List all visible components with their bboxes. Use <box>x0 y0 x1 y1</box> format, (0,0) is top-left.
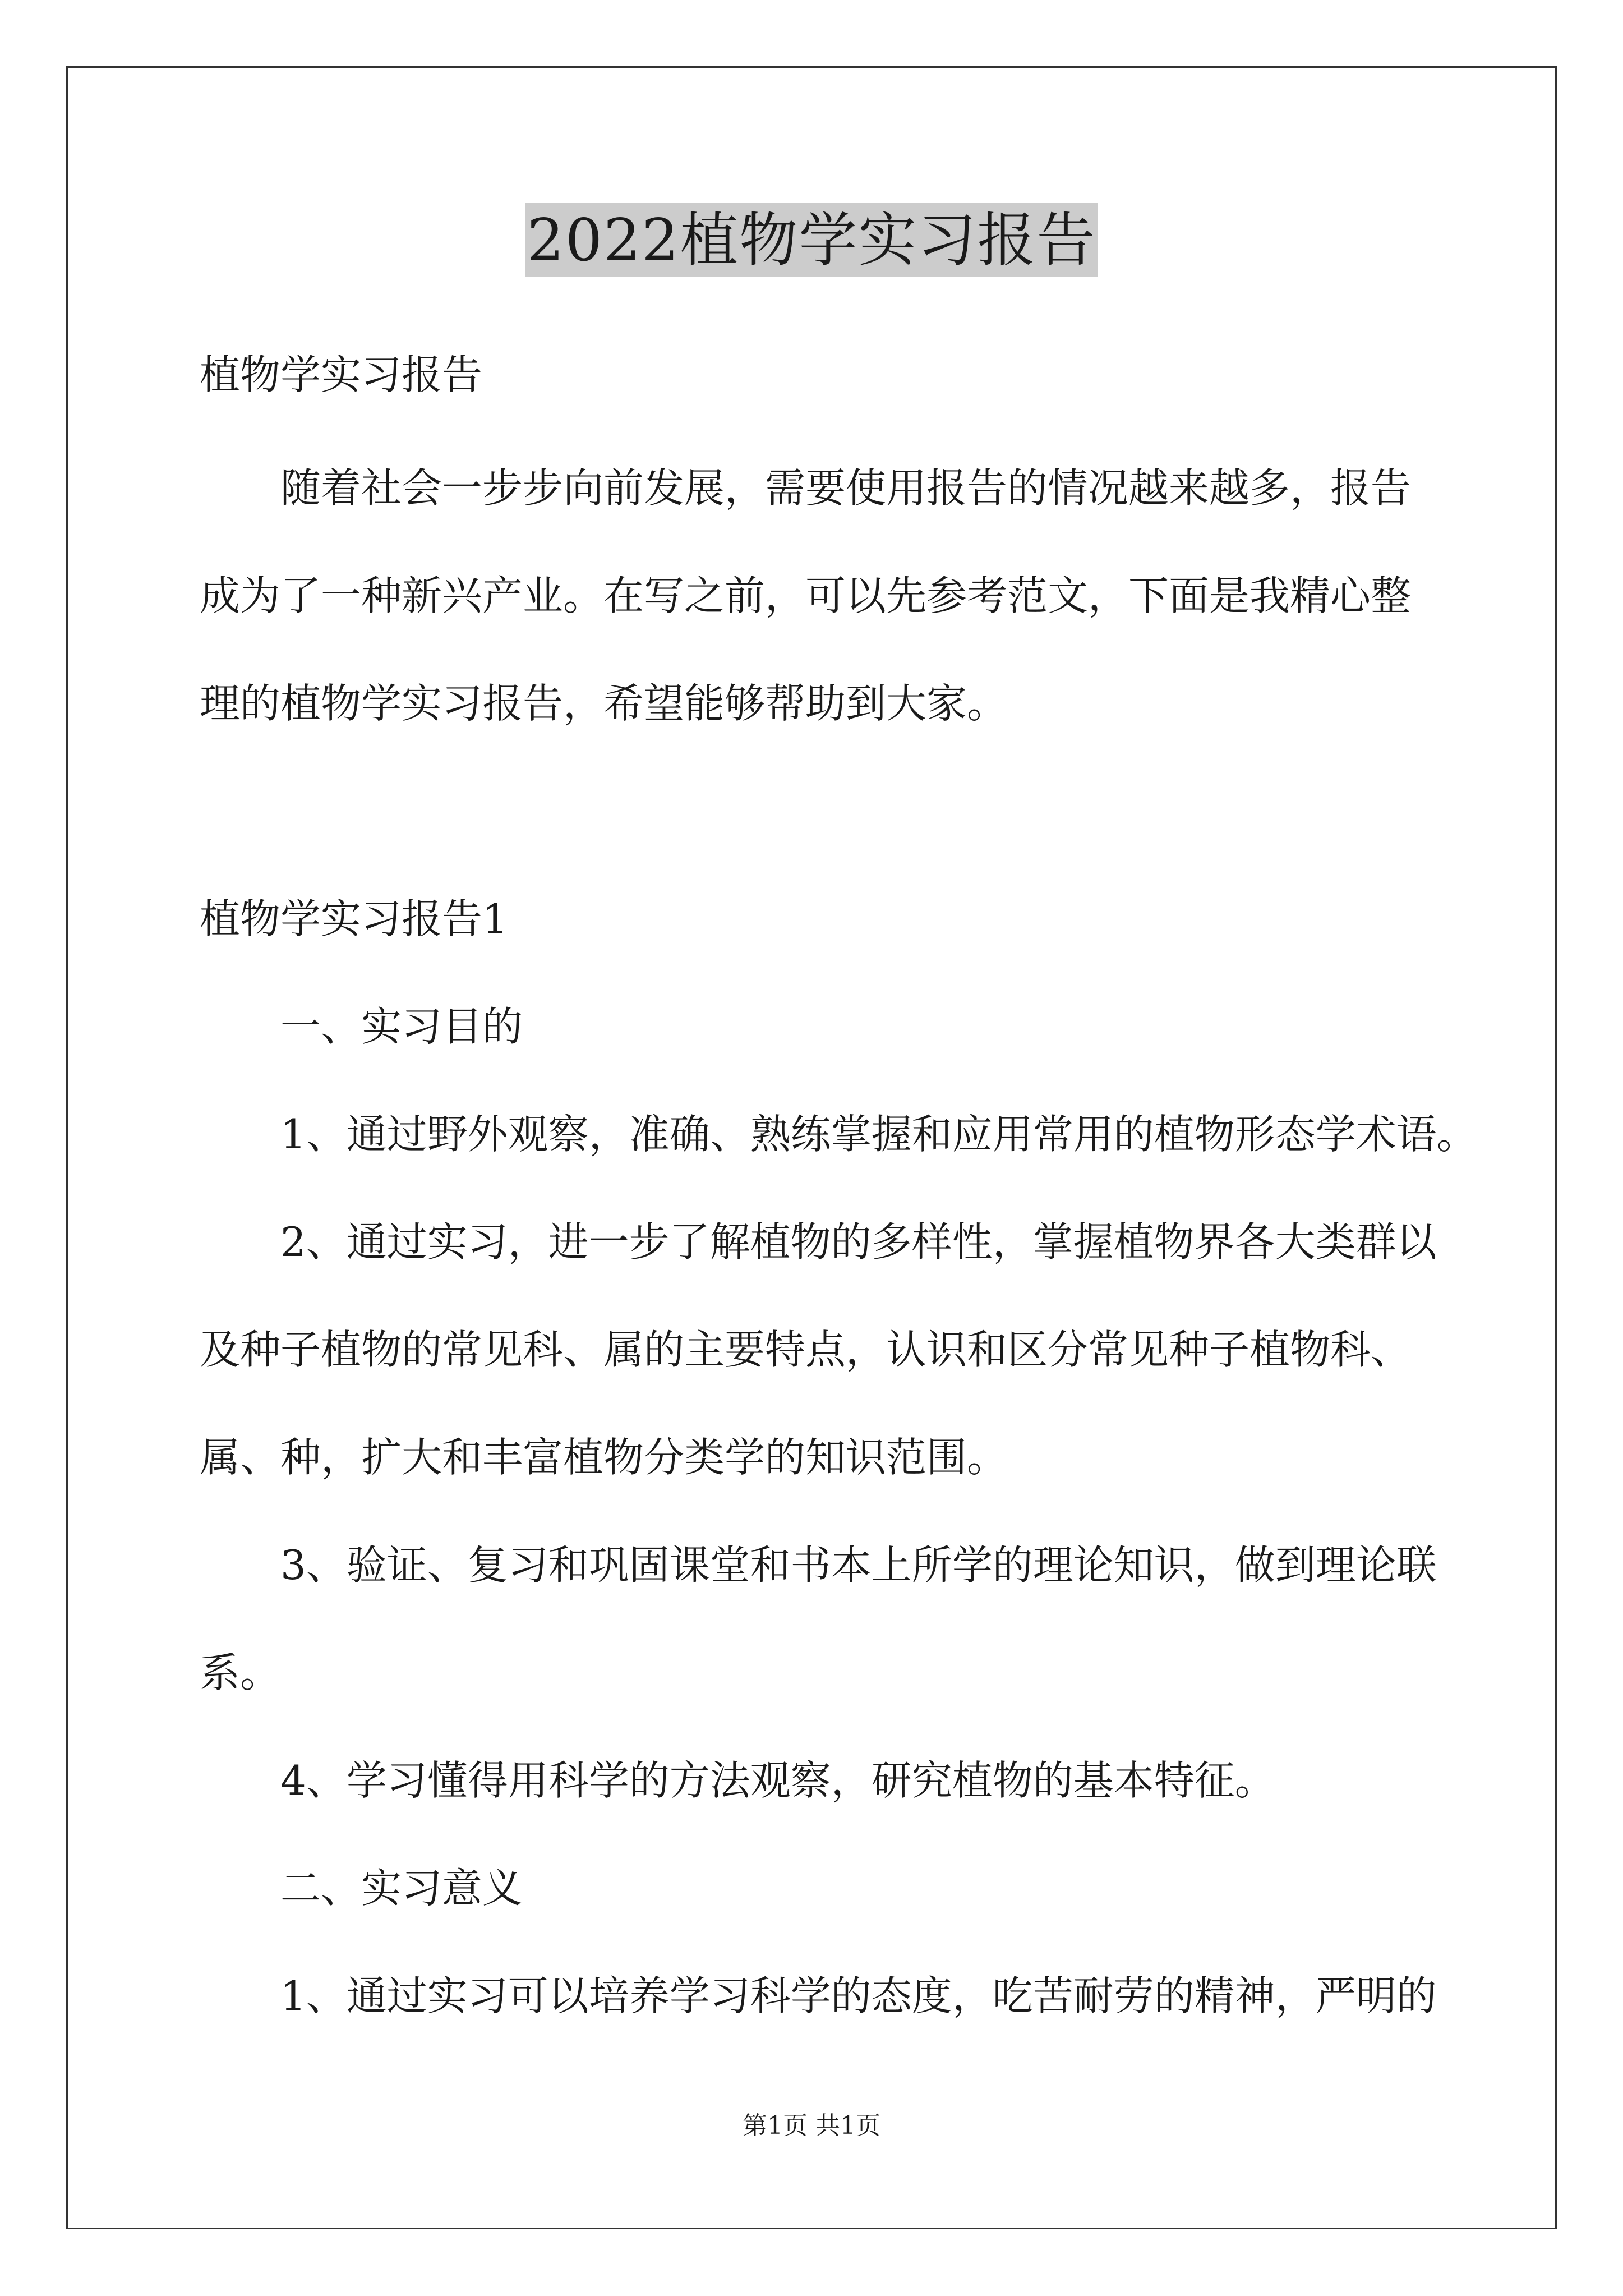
intro-line-1: 随着社会一步步向前发展，需要使用报告的情况越来越多，报告 <box>280 464 1412 512</box>
part2-line-1: 1、通过实习可以培养学习科学的态度，吃苦耐劳的精神，严明的 <box>280 1972 1437 2019</box>
body-line-5: 3、验证、复习和巩固课堂和书本上所学的理论知识，做到理论联 <box>280 1542 1437 1589</box>
body-line-1: 1、通过野外观察，准确、熟练掌握和应用常用的植物形态学术语。 <box>280 1111 1477 1158</box>
section-heading: 植物学实习报告1 <box>200 895 508 942</box>
part1-heading: 一、实习目的 <box>280 1003 523 1050</box>
intro-line-2: 成为了一种新兴产业。在写之前，可以先参考范文，下面是我精心整 <box>200 572 1412 619</box>
body-line-4: 属、种，扩大和丰富植物分类学的知识范围。 <box>200 1434 1008 1481</box>
intro-line-3: 理的植物学实习报告，希望能够帮助到大家。 <box>200 680 1008 727</box>
document-subtitle: 植物学实习报告 <box>200 351 483 398</box>
page-footer: 第1页 共1页 <box>743 2111 880 2140</box>
body-line-7: 4、学习懂得用科学的方法观察，研究植物的基本特征。 <box>280 1757 1275 1804</box>
document-title: 2022植物学实习报告 <box>525 203 1099 277</box>
body-line-2: 2、通过实习，进一步了解植物的多样性，掌握植物界各大类群以 <box>280 1218 1437 1266</box>
title-container <box>0 203 1623 277</box>
part2-heading: 二、实习意义 <box>280 1865 523 1912</box>
body-line-6: 系。 <box>200 1649 281 1696</box>
body-line-3: 及种子植物的常见科、属的主要特点，认识和区分常见种子植物科、 <box>200 1326 1412 1373</box>
